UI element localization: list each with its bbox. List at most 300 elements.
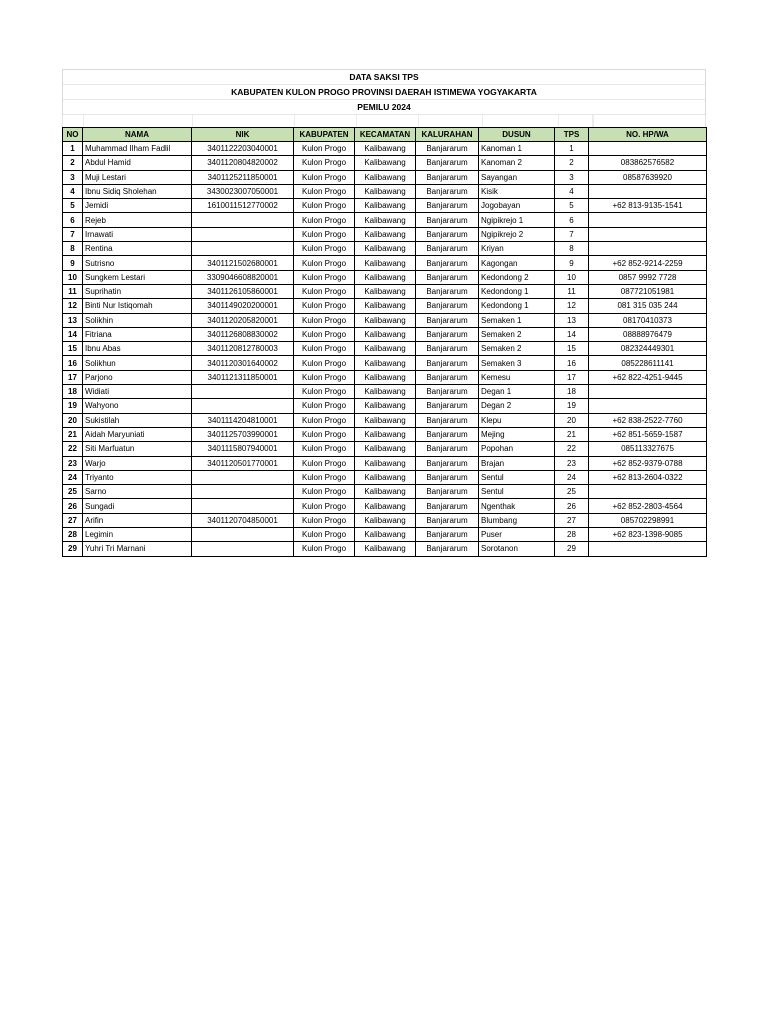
cell-kabupaten: Kulon Progo — [294, 470, 355, 484]
cell-tps: 12 — [555, 299, 589, 313]
cell-hp — [589, 213, 707, 227]
cell-nama: Irnawati — [83, 227, 192, 241]
cell-nama: Parjono — [83, 370, 192, 384]
cell-kalurahan: Banjararum — [416, 170, 479, 184]
cell-dusun: Degan 2 — [479, 399, 555, 413]
cell-kabupaten: Kulon Progo — [294, 199, 355, 213]
cell-kalurahan: Banjararum — [416, 342, 479, 356]
table-row — [63, 342, 707, 356]
table-row — [63, 528, 707, 542]
cell-kabupaten: Kulon Progo — [294, 542, 355, 556]
cell-tps: 25 — [555, 485, 589, 499]
cell-dusun: Semaken 3 — [479, 356, 555, 370]
cell-kecamatan: Kalibawang — [355, 342, 416, 356]
header-dusun: DUSUN — [479, 128, 555, 142]
cell-nik: 3401120812780003 — [192, 342, 294, 356]
cell-kabupaten: Kulon Progo — [294, 413, 355, 427]
cell-kecamatan: Kalibawang — [355, 399, 416, 413]
cell-hp: 085228611141 — [589, 356, 707, 370]
cell-no: 8 — [63, 242, 83, 256]
cell-hp: +62 852-9214-2259 — [589, 256, 707, 270]
cell-kabupaten: Kulon Progo — [294, 370, 355, 384]
header-kalurahan: KALURAHAN — [416, 128, 479, 142]
cell-kalurahan: Banjararum — [416, 470, 479, 484]
cell-hp: 08170410373 — [589, 313, 707, 327]
cell-nama: Sutrisno — [83, 256, 192, 270]
cell-tps: 22 — [555, 442, 589, 456]
cell-tps: 14 — [555, 327, 589, 341]
cell-nik: 3401120704850001 — [192, 513, 294, 527]
cell-no: 29 — [63, 542, 83, 556]
cell-kalurahan: Banjararum — [416, 270, 479, 284]
cell-dusun: Brajan — [479, 456, 555, 470]
cell-hp: +62 852-2803-4564 — [589, 499, 707, 513]
blank-row — [62, 115, 706, 127]
cell-kecamatan: Kalibawang — [355, 528, 416, 542]
cell-tps: 26 — [555, 499, 589, 513]
cell-tps: 1 — [555, 142, 589, 156]
table-row — [63, 513, 707, 527]
cell-kalurahan: Banjararum — [416, 542, 479, 556]
cell-kalurahan: Banjararum — [416, 184, 479, 198]
cell-nama: Sarno — [83, 485, 192, 499]
table-row — [63, 242, 707, 256]
table-row — [63, 256, 707, 270]
cell-dusun: Semaken 2 — [479, 342, 555, 356]
cell-no: 25 — [63, 485, 83, 499]
cell-tps: 4 — [555, 184, 589, 198]
cell-hp: 082324449301 — [589, 342, 707, 356]
cell-dusun: Semaken 2 — [479, 327, 555, 341]
cell-kalurahan: Banjararum — [416, 399, 479, 413]
cell-no: 17 — [63, 370, 83, 384]
cell-kalurahan: Banjararum — [416, 442, 479, 456]
table-row — [63, 213, 707, 227]
table-row — [63, 413, 707, 427]
cell-kalurahan: Banjararum — [416, 528, 479, 542]
cell-no: 6 — [63, 213, 83, 227]
cell-hp — [589, 184, 707, 198]
cell-kecamatan: Kalibawang — [355, 427, 416, 441]
cell-kecamatan: Kalibawang — [355, 327, 416, 341]
cell-tps: 27 — [555, 513, 589, 527]
cell-nama: Ibnu Sidiq Sholehan — [83, 184, 192, 198]
cell-dusun: Sayangan — [479, 170, 555, 184]
cell-dusun: Kedondong 2 — [479, 270, 555, 284]
cell-nik: 3401126105860001 — [192, 284, 294, 298]
header-kabupaten: KABUPATEN — [294, 128, 355, 142]
document-title: DATA SAKSI TPS — [63, 70, 705, 85]
cell-no: 16 — [63, 356, 83, 370]
cell-kalurahan: Banjararum — [416, 256, 479, 270]
table-row — [63, 270, 707, 284]
cell-kalurahan: Banjararum — [416, 284, 479, 298]
table-row — [63, 142, 707, 156]
cell-kabupaten: Kulon Progo — [294, 184, 355, 198]
cell-nama: Triyanto — [83, 470, 192, 484]
cell-kecamatan: Kalibawang — [355, 470, 416, 484]
cell-no: 5 — [63, 199, 83, 213]
cell-kecamatan: Kalibawang — [355, 456, 416, 470]
cell-nama: Legimin — [83, 528, 192, 542]
cell-no: 3 — [63, 170, 83, 184]
cell-hp: 08587639920 — [589, 170, 707, 184]
table-row — [63, 199, 707, 213]
cell-tps: 3 — [555, 170, 589, 184]
cell-kalurahan: Banjararum — [416, 485, 479, 499]
cell-kecamatan: Kalibawang — [355, 170, 416, 184]
cell-no: 13 — [63, 313, 83, 327]
cell-nik — [192, 399, 294, 413]
cell-kabupaten: Kulon Progo — [294, 213, 355, 227]
cell-tps: 18 — [555, 385, 589, 399]
cell-kecamatan: Kalibawang — [355, 156, 416, 170]
header-nik: NIK — [192, 128, 294, 142]
cell-tps: 5 — [555, 199, 589, 213]
cell-kalurahan: Banjararum — [416, 242, 479, 256]
cell-nik: 3401121502680001 — [192, 256, 294, 270]
cell-tps: 15 — [555, 342, 589, 356]
cell-kabupaten: Kulon Progo — [294, 299, 355, 313]
cell-nama: Rentina — [83, 242, 192, 256]
cell-kabupaten: Kulon Progo — [294, 385, 355, 399]
cell-kecamatan: Kalibawang — [355, 242, 416, 256]
cell-kecamatan: Kalibawang — [355, 213, 416, 227]
header-tps: TPS — [555, 128, 589, 142]
cell-kecamatan: Kalibawang — [355, 313, 416, 327]
cell-nik — [192, 499, 294, 513]
cell-dusun: Jogobayan — [479, 199, 555, 213]
cell-dusun: Kedondong 1 — [479, 284, 555, 298]
cell-no: 26 — [63, 499, 83, 513]
cell-hp: +62 822-4251-9445 — [589, 370, 707, 384]
table-row — [63, 442, 707, 456]
cell-hp: 0857 9992 7728 — [589, 270, 707, 284]
cell-kecamatan: Kalibawang — [355, 199, 416, 213]
cell-kabupaten: Kulon Progo — [294, 242, 355, 256]
cell-nik: 3401114204810001 — [192, 413, 294, 427]
table-row — [63, 470, 707, 484]
header-kecamatan: KECAMATAN — [355, 128, 416, 142]
cell-no: 22 — [63, 442, 83, 456]
cell-hp: +62 823-1398-9085 — [589, 528, 707, 542]
cell-kalurahan: Banjararum — [416, 370, 479, 384]
cell-nama: Warjo — [83, 456, 192, 470]
cell-no: 27 — [63, 513, 83, 527]
cell-nama: Suprihatin — [83, 284, 192, 298]
cell-kabupaten: Kulon Progo — [294, 270, 355, 284]
cell-dusun: Kagongan — [479, 256, 555, 270]
cell-nik — [192, 242, 294, 256]
table-row — [63, 485, 707, 499]
cell-nik: 3401126808830002 — [192, 327, 294, 341]
table-row — [63, 227, 707, 241]
cell-dusun: Sentul — [479, 485, 555, 499]
cell-nik — [192, 385, 294, 399]
cell-kalurahan: Banjararum — [416, 142, 479, 156]
title-block — [62, 69, 706, 115]
cell-kecamatan: Kalibawang — [355, 356, 416, 370]
cell-hp: 081 315 035 244 — [589, 299, 707, 313]
cell-kabupaten: Kulon Progo — [294, 342, 355, 356]
cell-tps: 23 — [555, 456, 589, 470]
cell-kecamatan: Kalibawang — [355, 499, 416, 513]
cell-tps: 20 — [555, 413, 589, 427]
cell-nama: Yuhri Tri Marnani — [83, 542, 192, 556]
cell-kecamatan: Kalibawang — [355, 270, 416, 284]
cell-hp: +62 852-9379-0788 — [589, 456, 707, 470]
cell-tps: 6 — [555, 213, 589, 227]
cell-kalurahan: Banjararum — [416, 456, 479, 470]
cell-nik: 3430023007050001 — [192, 184, 294, 198]
cell-kabupaten: Kulon Progo — [294, 142, 355, 156]
cell-kabupaten: Kulon Progo — [294, 170, 355, 184]
cell-kabupaten: Kulon Progo — [294, 528, 355, 542]
cell-kecamatan: Kalibawang — [355, 256, 416, 270]
cell-no: 2 — [63, 156, 83, 170]
cell-no: 18 — [63, 385, 83, 399]
cell-tps: 9 — [555, 256, 589, 270]
cell-tps: 8 — [555, 242, 589, 256]
cell-kalurahan: Banjararum — [416, 313, 479, 327]
cell-nama: Siti Marfuatun — [83, 442, 192, 456]
cell-nama: Abdul Hamid — [83, 156, 192, 170]
cell-kabupaten: Kulon Progo — [294, 499, 355, 513]
table-row — [63, 156, 707, 170]
cell-hp: +62 851-5659-1587 — [589, 427, 707, 441]
cell-kecamatan: Kalibawang — [355, 284, 416, 298]
cell-kecamatan: Kalibawang — [355, 184, 416, 198]
cell-kabupaten: Kulon Progo — [294, 442, 355, 456]
cell-hp — [589, 227, 707, 241]
table-row — [63, 299, 707, 313]
cell-kecamatan: Kalibawang — [355, 413, 416, 427]
cell-kalurahan: Banjararum — [416, 427, 479, 441]
cell-kecamatan: Kalibawang — [355, 385, 416, 399]
cell-hp — [589, 385, 707, 399]
cell-kabupaten: Kulon Progo — [294, 256, 355, 270]
cell-kabupaten: Kulon Progo — [294, 156, 355, 170]
cell-dusun: Mejing — [479, 427, 555, 441]
cell-dusun: Degan 1 — [479, 385, 555, 399]
cell-nik: 3401121311850001 — [192, 370, 294, 384]
cell-hp — [589, 242, 707, 256]
cell-kalurahan: Banjararum — [416, 513, 479, 527]
cell-kabupaten: Kulon Progo — [294, 284, 355, 298]
cell-nik: 3401120301640002 — [192, 356, 294, 370]
cell-nama: Sukistilah — [83, 413, 192, 427]
table-row — [63, 313, 707, 327]
cell-nama: Solikhun — [83, 356, 192, 370]
cell-kalurahan: Banjararum — [416, 356, 479, 370]
cell-no: 12 — [63, 299, 83, 313]
cell-tps: 10 — [555, 270, 589, 284]
cell-nik: 3401115807940001 — [192, 442, 294, 456]
cell-kecamatan: Kalibawang — [355, 142, 416, 156]
table-row — [63, 327, 707, 341]
table-header-row — [63, 128, 707, 142]
cell-hp: +62 813-9135-1541 — [589, 199, 707, 213]
cell-hp: 085702298991 — [589, 513, 707, 527]
cell-tps: 11 — [555, 284, 589, 298]
cell-no: 20 — [63, 413, 83, 427]
cell-kabupaten: Kulon Progo — [294, 227, 355, 241]
cell-kabupaten: Kulon Progo — [294, 513, 355, 527]
cell-hp — [589, 399, 707, 413]
cell-kecamatan: Kalibawang — [355, 370, 416, 384]
table-row — [63, 284, 707, 298]
cell-tps: 2 — [555, 156, 589, 170]
cell-dusun: Kanoman 1 — [479, 142, 555, 156]
cell-dusun: Semaken 1 — [479, 313, 555, 327]
cell-no: 15 — [63, 342, 83, 356]
cell-nik: 3401122203040001 — [192, 142, 294, 156]
cell-nama: Widiati — [83, 385, 192, 399]
cell-nama: Fitriana — [83, 327, 192, 341]
spreadsheet-sheet — [62, 69, 706, 557]
cell-kalurahan: Banjararum — [416, 499, 479, 513]
cell-no: 19 — [63, 399, 83, 413]
cell-nama: Arifin — [83, 513, 192, 527]
cell-no: 28 — [63, 528, 83, 542]
cell-tps: 29 — [555, 542, 589, 556]
cell-tps: 16 — [555, 356, 589, 370]
cell-nik: 3401120205820001 — [192, 313, 294, 327]
cell-tps: 13 — [555, 313, 589, 327]
cell-nama: Binti Nur Istiqomah — [83, 299, 192, 313]
cell-dusun: Sorotanon — [479, 542, 555, 556]
cell-dusun: Kedondong 1 — [479, 299, 555, 313]
cell-kabupaten: Kulon Progo — [294, 313, 355, 327]
cell-no: 21 — [63, 427, 83, 441]
cell-kecamatan: Kalibawang — [355, 542, 416, 556]
cell-hp: +62 813-2604-0322 — [589, 470, 707, 484]
cell-dusun: Kisik — [479, 184, 555, 198]
cell-kalurahan: Banjararum — [416, 213, 479, 227]
cell-no: 7 — [63, 227, 83, 241]
cell-dusun: Blumbang — [479, 513, 555, 527]
cell-nama: Muji Lestari — [83, 170, 192, 184]
table-row — [63, 499, 707, 513]
cell-nama: Rejeb — [83, 213, 192, 227]
cell-hp — [589, 485, 707, 499]
cell-no: 4 — [63, 184, 83, 198]
cell-kabupaten: Kulon Progo — [294, 356, 355, 370]
header-nama: NAMA — [83, 128, 192, 142]
cell-kabupaten: Kulon Progo — [294, 427, 355, 441]
cell-nik — [192, 213, 294, 227]
cell-nik: 3401120804820002 — [192, 156, 294, 170]
saksi-table — [62, 127, 707, 557]
cell-nama: Aidah Maryuniati — [83, 427, 192, 441]
cell-kalurahan: Banjararum — [416, 413, 479, 427]
table-row — [63, 399, 707, 413]
cell-tps: 7 — [555, 227, 589, 241]
cell-nama: Sungadi — [83, 499, 192, 513]
cell-hp — [589, 542, 707, 556]
table-row — [63, 184, 707, 198]
cell-kecamatan: Kalibawang — [355, 299, 416, 313]
cell-kecamatan: Kalibawang — [355, 513, 416, 527]
cell-nik: 3401149020200001 — [192, 299, 294, 313]
cell-nik: 3309046608820001 — [192, 270, 294, 284]
cell-dusun: Ngenthak — [479, 499, 555, 513]
table-row — [63, 370, 707, 384]
cell-dusun: Klepu — [479, 413, 555, 427]
cell-tps: 17 — [555, 370, 589, 384]
cell-nama: Sungkem Lestari — [83, 270, 192, 284]
document-subtitle: KABUPATEN KULON PROGO PROVINSI DAERAH ISTIMEWA YOGYAKARTA — [63, 85, 705, 100]
cell-hp: 083862576582 — [589, 156, 707, 170]
cell-nama: Solikhin — [83, 313, 192, 327]
cell-dusun: Sentul — [479, 470, 555, 484]
cell-nik — [192, 470, 294, 484]
cell-dusun: Kriyan — [479, 242, 555, 256]
cell-nik — [192, 485, 294, 499]
cell-kalurahan: Banjararum — [416, 385, 479, 399]
cell-no: 24 — [63, 470, 83, 484]
cell-no: 14 — [63, 327, 83, 341]
cell-nik: 3401125211850001 — [192, 170, 294, 184]
cell-no: 23 — [63, 456, 83, 470]
cell-tps: 24 — [555, 470, 589, 484]
header-hp: NO. HP/WA — [589, 128, 707, 142]
cell-kalurahan: Banjararum — [416, 199, 479, 213]
table-row — [63, 170, 707, 184]
cell-nik: 3401125703990001 — [192, 427, 294, 441]
cell-no: 1 — [63, 142, 83, 156]
cell-tps: 28 — [555, 528, 589, 542]
cell-kabupaten: Kulon Progo — [294, 327, 355, 341]
cell-nama: Wahyono — [83, 399, 192, 413]
cell-hp — [589, 142, 707, 156]
table-row — [63, 456, 707, 470]
cell-kalurahan: Banjararum — [416, 299, 479, 313]
cell-kecamatan: Kalibawang — [355, 485, 416, 499]
cell-dusun: Puser — [479, 528, 555, 542]
cell-nik — [192, 528, 294, 542]
cell-no: 9 — [63, 256, 83, 270]
cell-nama: Ibnu Abas — [83, 342, 192, 356]
table-row — [63, 427, 707, 441]
cell-dusun: Kemesu — [479, 370, 555, 384]
table-row — [63, 542, 707, 556]
cell-kecamatan: Kalibawang — [355, 442, 416, 456]
cell-kalurahan: Banjararum — [416, 227, 479, 241]
cell-tps: 21 — [555, 427, 589, 441]
document-election: PEMILU 2024 — [63, 100, 705, 115]
cell-kalurahan: Banjararum — [416, 156, 479, 170]
cell-nik: 1610011512770002 — [192, 199, 294, 213]
cell-kabupaten: Kulon Progo — [294, 399, 355, 413]
cell-dusun: Kanoman 2 — [479, 156, 555, 170]
cell-no: 10 — [63, 270, 83, 284]
cell-nik — [192, 227, 294, 241]
cell-kabupaten: Kulon Progo — [294, 456, 355, 470]
cell-kalurahan: Banjararum — [416, 327, 479, 341]
table-row — [63, 385, 707, 399]
cell-nama: Jemidi — [83, 199, 192, 213]
cell-hp: +62 838-2522-7760 — [589, 413, 707, 427]
cell-tps: 19 — [555, 399, 589, 413]
cell-no: 11 — [63, 284, 83, 298]
table-row — [63, 356, 707, 370]
cell-dusun: Popohan — [479, 442, 555, 456]
cell-kecamatan: Kalibawang — [355, 227, 416, 241]
cell-nik: 3401120501770001 — [192, 456, 294, 470]
cell-dusun: Ngipikrejo 2 — [479, 227, 555, 241]
cell-nama: Muhammad Ilham Fadlil — [83, 142, 192, 156]
